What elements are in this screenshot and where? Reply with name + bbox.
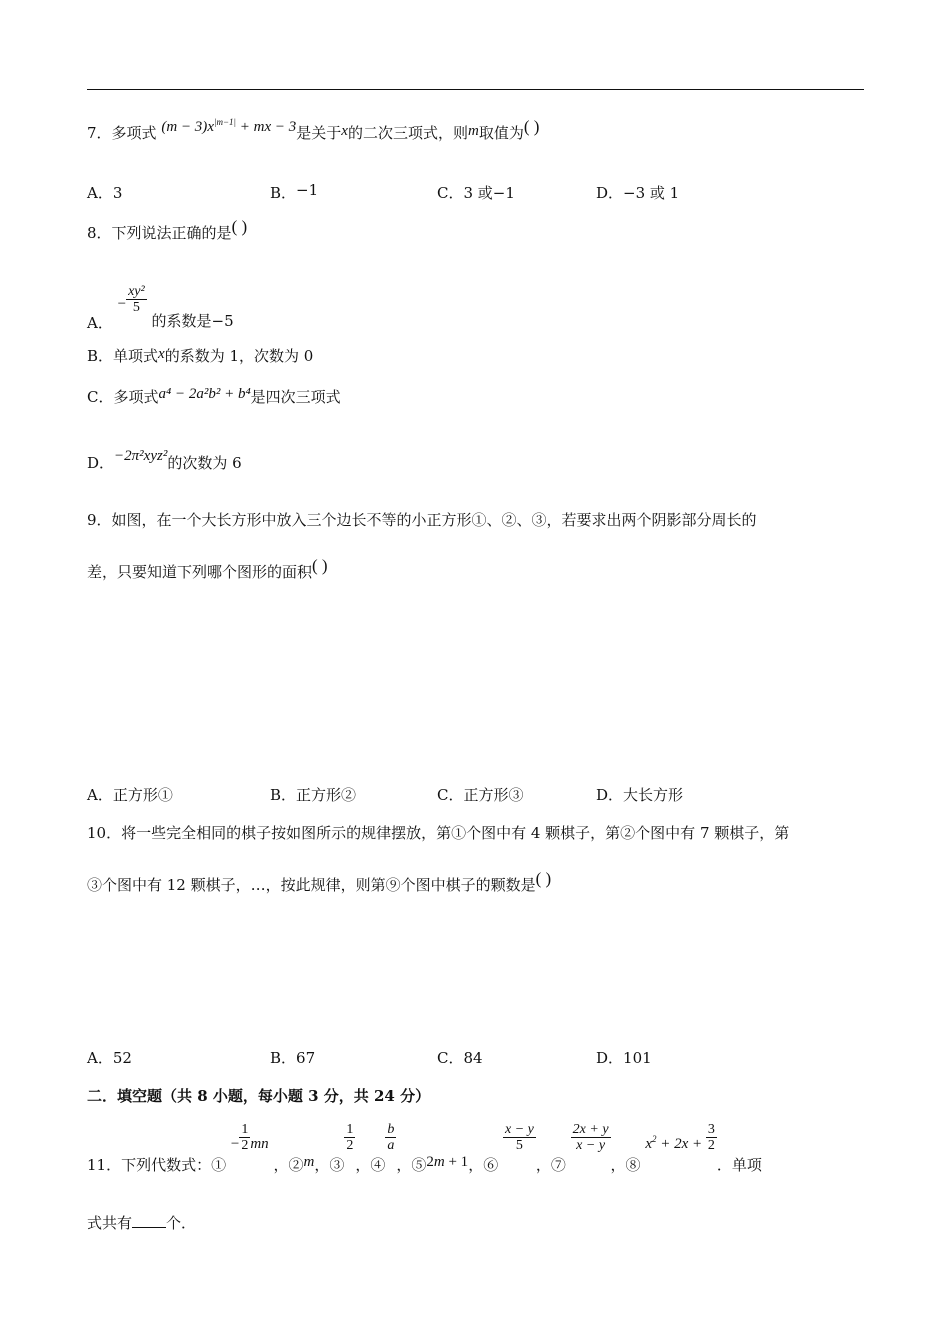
fraction-x-minus-y-over-5: $\frac{x - y}{5}$ <box>504 1122 534 1154</box>
q10-option-a: A．52 <box>87 1049 132 1067</box>
answer-parentheses: ( ) <box>312 556 328 575</box>
fraction: $\frac{\text{xy²}}{5}$ <box>128 284 145 316</box>
question-text: 的二次三项式，则 <box>347 124 468 142</box>
question-10-line-2: ③个图中有 12 颗棋子，…，按此规律，则第⑨个图中棋子的颗数是( ) <box>87 869 552 894</box>
q8-option-d: D．−2π²xyz²的次数为 6 <box>87 448 242 472</box>
fraction-three-halves: $\frac{3}{2}$ <box>707 1122 715 1154</box>
fraction-half: $\frac{1}{2}$ <box>346 1122 354 1154</box>
q8-option-b: B．单项式x的系数为 1，次数为 0 <box>87 346 314 365</box>
question-10-line-1: 10．将一些完全相同的棋子按如图所示的规律摆放，第①个图中有 4 颗棋子，第②个图中有 7 颗棋子，第 <box>87 824 790 842</box>
answer-parentheses: ( ) <box>231 217 248 236</box>
question-text: 是关于 <box>296 124 342 142</box>
variable-m: m <box>467 123 479 139</box>
q7-option-b: B．−1 <box>270 181 319 202</box>
q7-option-c: C．3 或−1 <box>437 184 515 202</box>
q9-option-c: C．正方形③ <box>437 786 524 804</box>
variable-x: x <box>341 123 348 139</box>
answer-parentheses: ( ) <box>535 869 552 888</box>
header-rule <box>87 89 864 90</box>
question-8 <box>87 217 248 243</box>
question-number: 8． <box>87 224 112 242</box>
q7-option-a: A．3 <box>87 184 123 202</box>
q9-option-d: D．大长方形 <box>596 786 684 804</box>
question-7 <box>87 117 540 143</box>
question-text: 下列说法正确的是 <box>111 224 232 242</box>
question-number: 7． <box>87 124 112 142</box>
fraction-half: $\frac{1}{2}$ <box>241 1122 249 1154</box>
section-heading: 二．填空题（共 8 小题，每小题 3 分，共 24 分） <box>87 1087 431 1105</box>
q7-option-d: D．−3 或 1 <box>596 184 680 202</box>
question-11-line-2: 式共有 个． <box>87 1214 197 1232</box>
q9-option-b: B．正方形② <box>270 786 357 804</box>
q10-option-b: B．67 <box>270 1049 316 1067</box>
polynomial-expression: $(m - 3)x^{|m-1|}$ + mx − 3 <box>161 117 297 135</box>
question-9-line-2: 差，只要知道下列哪个图形的面积( ) <box>87 556 328 581</box>
fraction-2x-plus-y: $\frac{2x + y}{x - y}$ <box>572 1122 609 1154</box>
q8-option-c: C．多项式a⁴ − 2a²b² + b⁴是四次三项式 <box>87 386 341 406</box>
question-11: 11．下列代数式：① − $\frac{1}{2}$ mn ，②m，③ $\frac{1}{2}$ ，④ $\frac{b}{a}$ ，⑤2m + 1，⑥ $\frac{x - y}{5}$ ，⑦ $\frac{2x + y}{x - y}$ ，⑧ $x^2 + 2x$ + $\frac{3}{2}$ ．单项 <box>87 1122 762 1174</box>
q9-option-a: A．正方形① <box>87 786 173 804</box>
answer-blank[interactable] <box>132 1227 166 1228</box>
question-text: 多项式 <box>111 124 157 142</box>
q8-option-a: A． − $\frac{\text{xy²}}{5}$ 的系数是−5 <box>87 284 234 332</box>
fraction-b-over-a: $\frac{b}{a}$ <box>387 1122 395 1154</box>
q10-option-d: D．101 <box>596 1049 652 1067</box>
question-text: 取值为 <box>478 124 524 142</box>
question-9-line-1: 9．如图，在一个大长方形中放入三个边长不等的小正方形①、②、③，若要求出两个阴影部分周长的 <box>87 511 757 529</box>
q10-option-c: C．84 <box>437 1049 483 1067</box>
answer-parentheses: ( ) <box>523 117 540 136</box>
